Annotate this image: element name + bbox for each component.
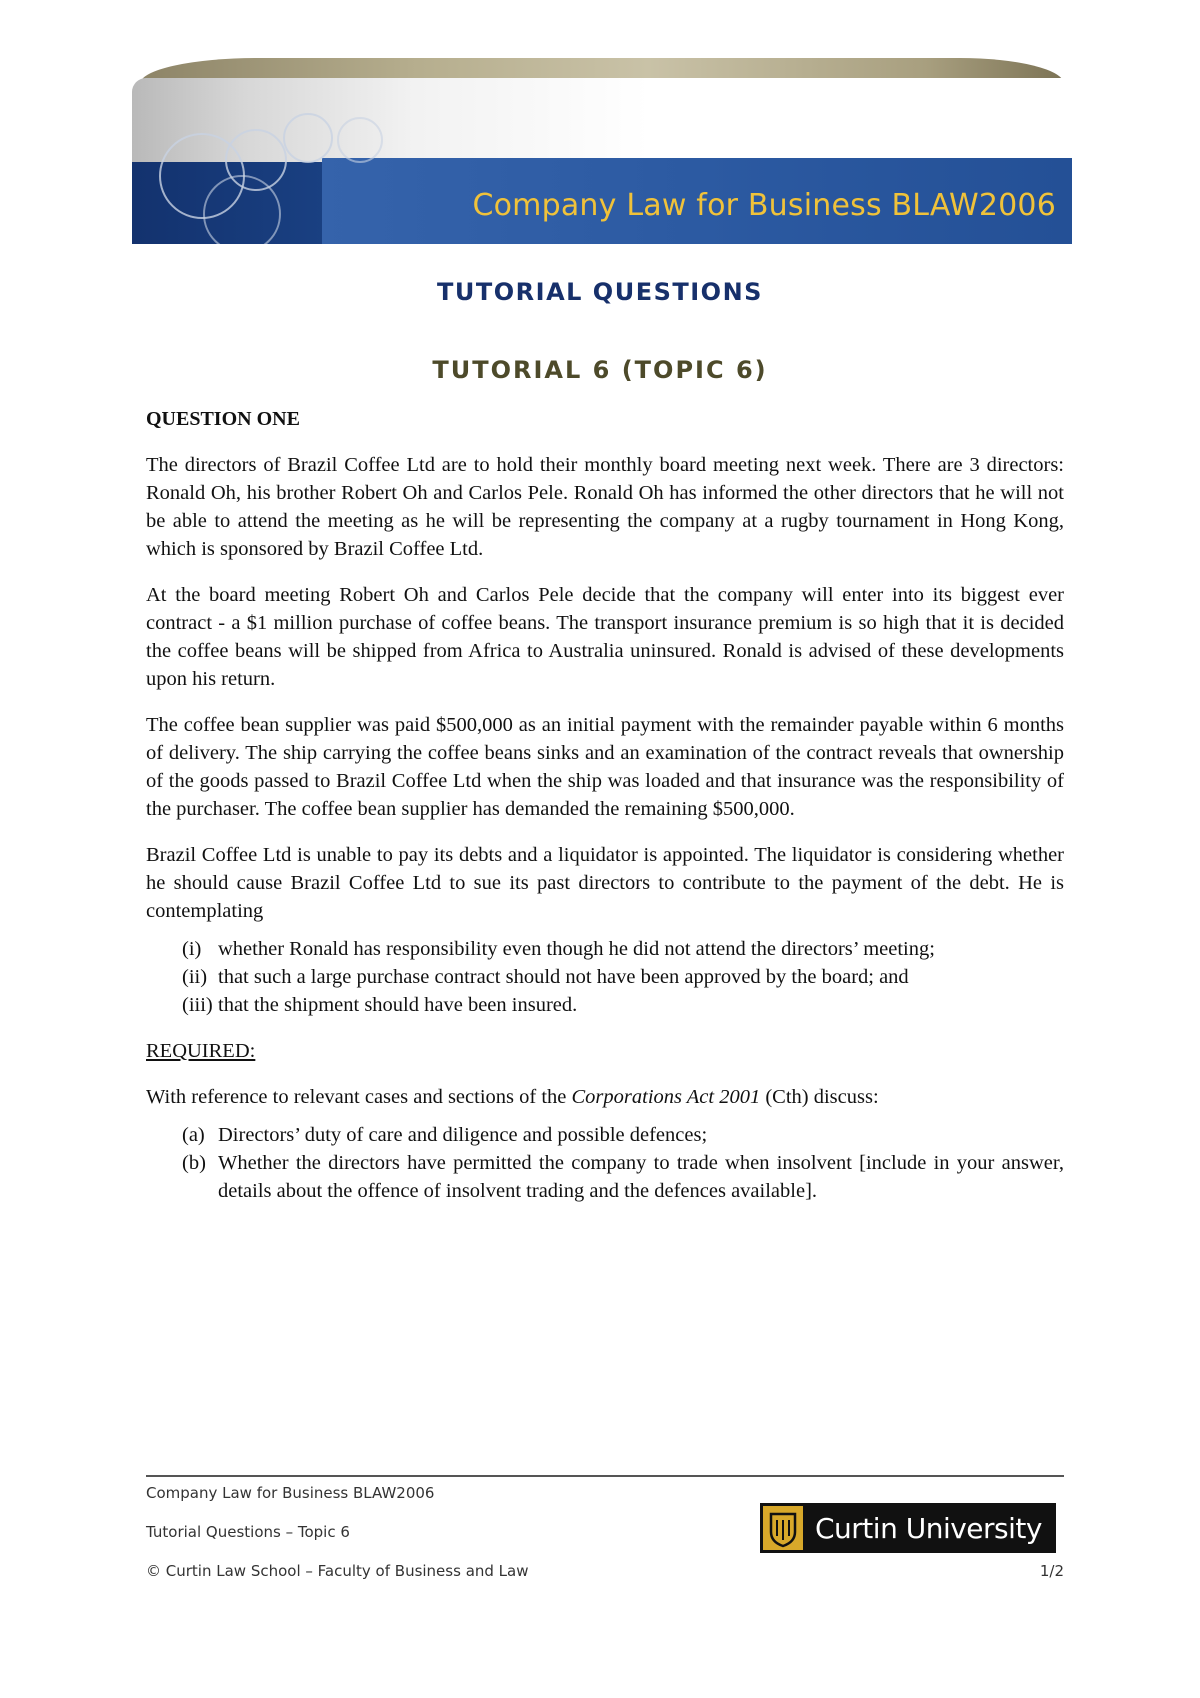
list-item <box>146 1121 1064 1149</box>
header-banner <box>132 58 1072 244</box>
list-item-text: Whether the directors have permitted the company to trade when insolvent [include in your answer, details about the offence of insolvent trading and the defences available]. <box>218 1152 1064 1202</box>
page-number: 1/2 <box>1039 1562 1064 1580</box>
footer-divider <box>146 1475 1064 1477</box>
list-item-number: (i) <box>182 938 202 960</box>
decorative-circles-icon <box>132 58 512 244</box>
paragraph: The coffee bean supplier was paid $500,000 as an initial payment with the remainder payable within 6 months of delivery. The ship carrying the coffee beans sinks and an examination of the contract reveals that ownership of the goods passed to Brazil Coffee Ltd when the ship was loaded and that insurance was the responsibility of the purchaser. The coffee bean supplier has demanded the remaining $500,000. <box>146 714 1064 820</box>
act-name: Corporations Act 2001 <box>571 1086 761 1108</box>
footer-document: Tutorial Questions – Topic 6 <box>146 1523 350 1541</box>
crest-icon <box>763 1506 803 1550</box>
required-label: REQUIRED: <box>146 1040 256 1062</box>
question-title: QUESTION ONE <box>146 408 300 430</box>
paragraph: At the board meeting Robert Oh and Carlos Pele decide that the company will enter into its biggest ever contract - a $1 million purchase of coffee beans. The transport insurance premium is so high that it is decided the coffee beans will be shipped from Africa to Australia uninsured. Ronald is advised of these developments upon his return. <box>146 584 1064 690</box>
list-item-text: whether Ronald has responsibility even though he did not attend the directors’ meeting; <box>218 938 935 960</box>
paragraph: The directors of Brazil Coffee Ltd are to hold their monthly board meeting next week. There are 3 directors: Ronald Oh, his brother Robert Oh and Carlos Pele. Ronald Oh has informed the other directors that he will not be able to attend the meeting as he will be representing the company at a rugby tournament in Hong Kong, which is sponsored by Brazil Coffee Ltd. <box>146 454 1064 560</box>
page-title: TUTORIAL QUESTIONS <box>437 278 763 306</box>
instruction <box>146 1083 1064 1111</box>
page-subtitle: TUTORIAL 6 (TOPIC 6) <box>432 356 768 384</box>
footer-course: Company Law for Business BLAW2006 <box>146 1484 435 1502</box>
list-item-number: (b) <box>182 1152 206 1174</box>
instruction-pre: With reference to relevant cases and sections of the <box>146 1086 572 1108</box>
university-logo <box>760 1503 1056 1553</box>
instruction-post: (Cth) discuss: <box>760 1086 879 1108</box>
list-item <box>146 935 1064 963</box>
list-item-number: (ii) <box>182 966 208 988</box>
considerations-list <box>146 935 1064 1019</box>
list-item <box>146 963 1064 991</box>
logo-text: Curtin University <box>815 1511 1042 1545</box>
footer-copyright: © Curtin Law School – Faculty of Business and Law <box>146 1562 529 1580</box>
tasks-list <box>146 1121 1064 1205</box>
list-item-number: (iii) <box>182 994 213 1016</box>
list-item-text: that such a large purchase contract should not have been approved by the board; and <box>218 966 909 988</box>
list-item <box>146 991 1064 1019</box>
list-item-text: Directors’ duty of care and diligence and possible defences; <box>218 1124 708 1146</box>
paragraph: Brazil Coffee Ltd is unable to pay its debts and a liquidator is appointed. The liquidator is considering whether he should cause Brazil Coffee Ltd to sue its past directors to contribute to the payment of the debt. He is contemplating <box>146 844 1064 922</box>
list-item-text: that the shipment should have been insured. <box>218 994 578 1016</box>
banner-title: Company Law for Business BLAW2006 <box>472 188 1056 223</box>
list-item-number: (a) <box>182 1124 205 1146</box>
list-item <box>146 1149 1064 1205</box>
question-body <box>146 405 1064 1223</box>
